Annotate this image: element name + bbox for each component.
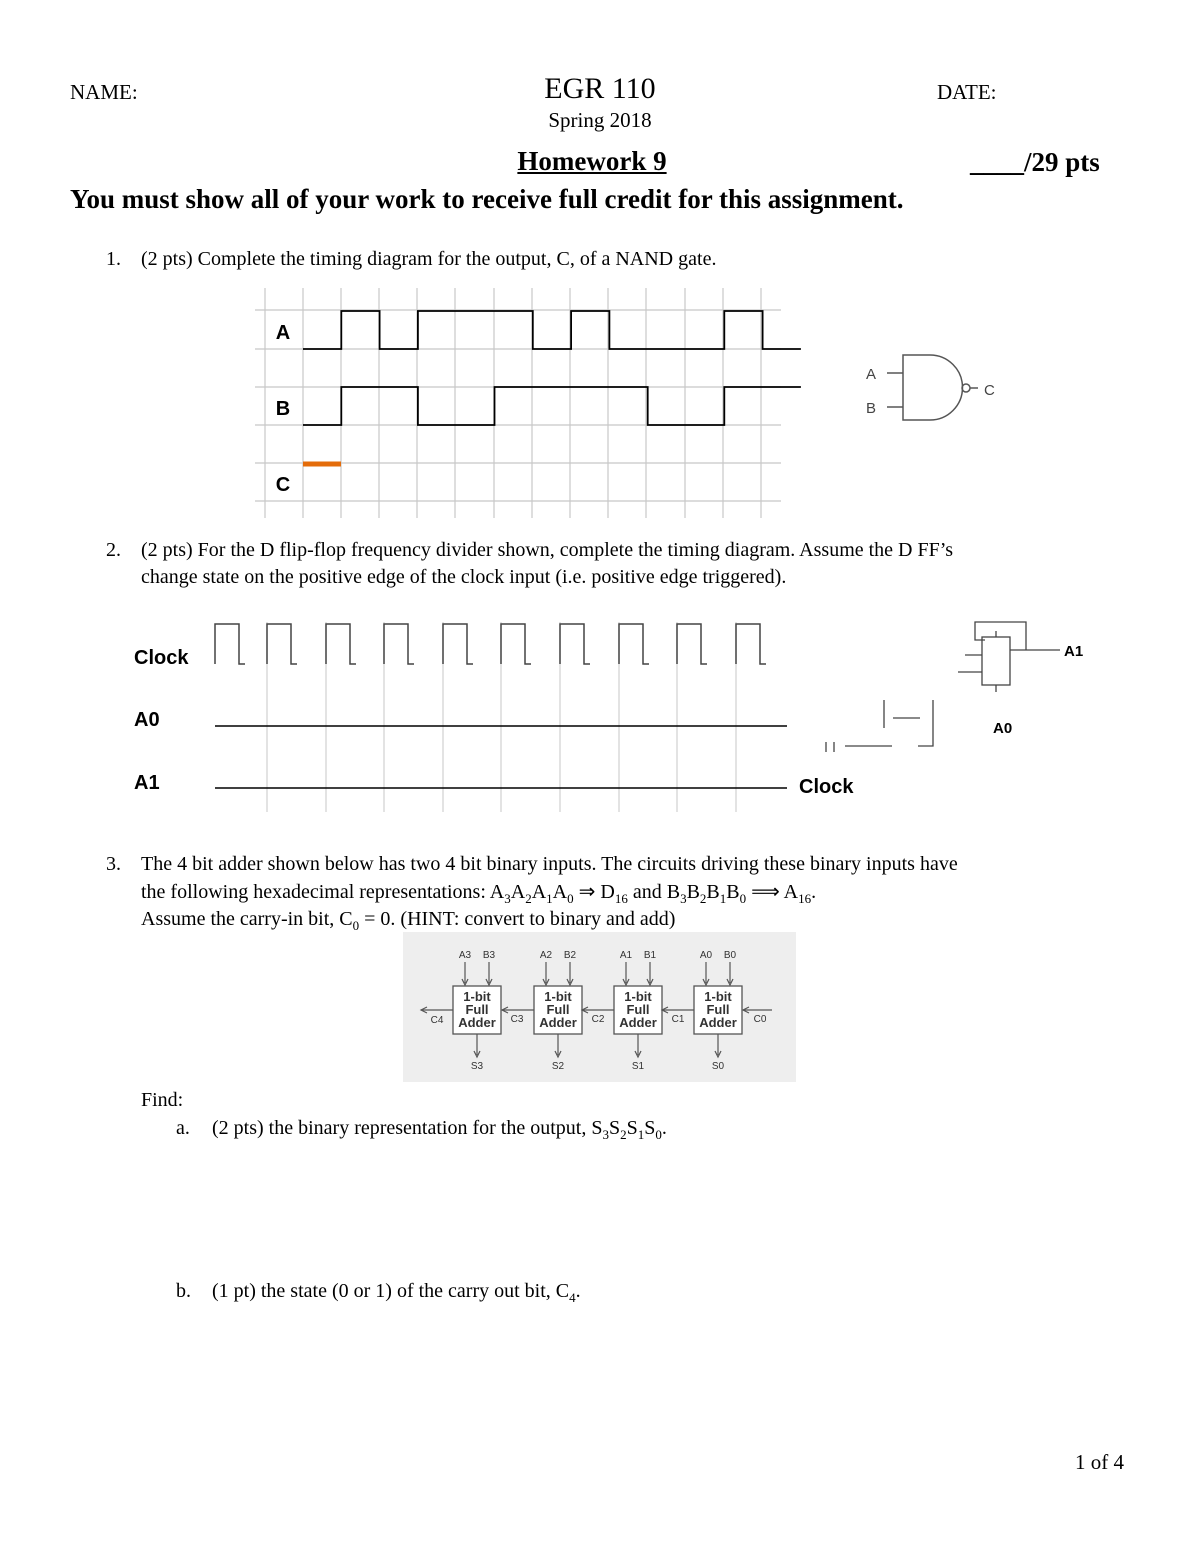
ff-output-a0-label: A0: [993, 720, 1013, 737]
ff-clock-label: Clock: [799, 776, 854, 798]
part-b-text: (1 pt) the state (0 or 1) of the carry out bit, $C_4$.: [212, 1280, 581, 1305]
date-label: DATE:: [937, 80, 997, 104]
adder-block-text: 1-bit: [463, 989, 491, 1004]
ff-output-a1-label: A1: [1064, 643, 1084, 660]
adder-block-text: Adder: [539, 1015, 577, 1030]
q1-signal-b-label: B: [275, 398, 291, 420]
adder-carry-label: C0: [753, 1014, 767, 1025]
adder-carry-label: C4: [430, 1015, 444, 1026]
adder-input-label: A1: [619, 950, 633, 961]
points-total: ____/29 pts: [970, 147, 1100, 177]
adder-input-label: B0: [723, 950, 737, 961]
nand-input-a-label: A: [866, 366, 877, 383]
adder-block-text: Adder: [619, 1015, 657, 1030]
q2-clock-label: Clock: [134, 647, 189, 669]
q2-number: 2.: [106, 539, 121, 561]
semester: Spring 2018: [548, 108, 652, 132]
q2-a0-label: A0: [134, 709, 160, 731]
instruction: You must show all of your work to receive full credit for this assignment.: [70, 184, 904, 214]
q3-line2-pre: the following hexadecimal representations:: [141, 881, 486, 903]
part-a-label: a.: [176, 1117, 190, 1139]
adder-block-text: Full: [546, 1002, 570, 1017]
adder-block-text: 1-bit: [704, 989, 732, 1004]
page-title: Homework 9: [517, 146, 667, 176]
adder-block-text: 1-bit: [624, 989, 652, 1004]
q1-signal-a-label: A: [275, 322, 291, 344]
adder-input-label: A0: [699, 950, 713, 961]
adder-block-text: Full: [706, 1002, 730, 1017]
q2-text-line1: (2 pts) For the D flip-flop frequency divider shown, complete the timing diagram. Assume the D FF’s: [141, 539, 954, 561]
q3-b-term: $B_3B_2B_1B_0$: [666, 881, 747, 906]
adder-block-text: Full: [465, 1002, 489, 1017]
adder-sum-label: S0: [711, 1061, 725, 1072]
adder-input-label: A2: [539, 950, 553, 961]
part-a-text: (2 pts) the binary representation for the output, $S_3S_2S_1S_0$.: [212, 1117, 667, 1142]
adder-sum-label: S3: [470, 1061, 484, 1072]
adder-carry-label: C1: [671, 1014, 685, 1025]
adder-sum-label: S1: [631, 1061, 645, 1072]
adder-block-text: Adder: [699, 1015, 737, 1030]
course-title: EGR 110: [544, 72, 656, 105]
adder-sum-label: S2: [551, 1061, 565, 1072]
q1-signal-c-label: C: [275, 474, 291, 496]
name-label: NAME:: [70, 80, 138, 104]
adder-carry-label: C3: [510, 1014, 524, 1025]
q1-text: (2 pts) Complete the timing diagram for the output, C, of a NAND gate.: [141, 248, 717, 270]
q3-a-term: $A_3A_2A_1A_0$: [489, 881, 574, 906]
q3-number: 3.: [106, 853, 121, 875]
adder-input-label: B2: [563, 950, 577, 961]
q1-number: 1.: [106, 248, 121, 270]
page-number: 1 of 4: [1075, 1450, 1124, 1474]
q2-text-line2: change state on the positive edge of the clock input (i.e. positive edge triggered).: [141, 566, 787, 588]
find-label: Find:: [141, 1089, 184, 1111]
adder-carry-label: C2: [591, 1014, 605, 1025]
q3-implies-arrow: ⇒: [578, 881, 596, 903]
nand-input-b-label: B: [866, 400, 877, 417]
q3-d16: $D_{16}$: [600, 881, 628, 906]
adder-input-label: B1: [643, 950, 657, 961]
adder-block-text: Full: [626, 1002, 650, 1017]
adder-input-label: A3: [458, 950, 472, 961]
part-b-label: b.: [176, 1280, 191, 1302]
adder-block-text: 1-bit: [544, 989, 572, 1004]
adder-input-label: B3: [482, 950, 496, 961]
q3-and: and: [632, 881, 662, 903]
q3-implies-arrow-2: ⟹: [751, 881, 780, 903]
adder-block-text: Adder: [458, 1015, 496, 1030]
q3-line1: The 4 bit adder shown below has two 4 bit binary inputs. The circuits driving these binary inputs have: [141, 853, 958, 875]
q2-a1-label: A1: [134, 772, 160, 794]
nand-output-c-label: C: [984, 382, 995, 399]
q3-line3: Assume the carry-in bit, $C_0 = 0$. (HINT: convert to binary and add): [141, 908, 676, 933]
q3-a16: $A_{16}$.: [783, 881, 817, 906]
